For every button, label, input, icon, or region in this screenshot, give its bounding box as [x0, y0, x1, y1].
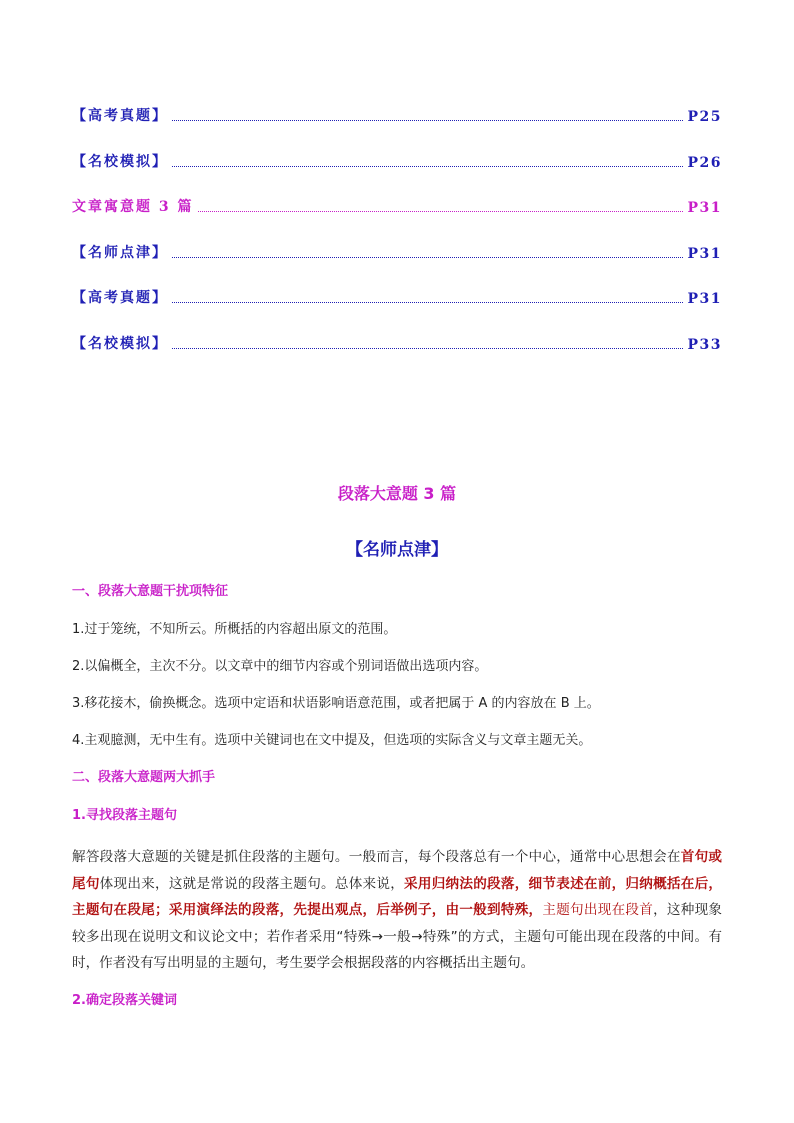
- toc-entry-label: 【名师点津】: [72, 244, 168, 261]
- toc-entry[interactable]: [72, 331, 722, 353]
- toc-entry-page: P31: [687, 291, 722, 308]
- toc-entry-label: 【名校模拟】: [72, 153, 168, 170]
- toc-entry-page: P31: [687, 245, 722, 262]
- toc-entry-label: 【高考真题】: [72, 290, 168, 307]
- toc-entry[interactable]: [72, 194, 722, 216]
- para-highlight: 主题句出现在段首: [542, 902, 654, 918]
- list-item: 1.过于笼统，不知所云。所概括的内容超出原文的范围。: [72, 622, 397, 637]
- toc-entry-page: P31: [687, 200, 722, 217]
- toc-entry-label: 【名校模拟】: [72, 335, 168, 352]
- toc-entry-page: P33: [687, 336, 722, 353]
- toc-entry[interactable]: [72, 103, 722, 125]
- toc-entry[interactable]: [72, 285, 722, 307]
- toc-entry[interactable]: [72, 149, 722, 171]
- section-title: 段落大意题 3 篇: [337, 484, 457, 503]
- para-highlight: 首句或尾句: [72, 849, 722, 892]
- toc-leader: [172, 165, 683, 167]
- list-item: 3.移花接木，偷换概念。选项中定语和状语影响语意范围，或者把属于 A 的内容放在 B 上。: [72, 696, 600, 711]
- toc-leader: [172, 301, 683, 303]
- sub-title: 【名师点津】: [346, 540, 448, 560]
- toc-entry[interactable]: [72, 240, 722, 262]
- para-text: 解答段落大意题的关键是抓住段落的主题句。一般而言，每个段落总有一个中心，通常中心思想会在: [72, 849, 681, 865]
- para-text: ，这种现象较多出现在说明文和议论文中；若作者采用“特殊→一般→特殊”的方式，主题句可能出现在段落的中间。有时，作者没有写出明显的主题句，考生要学会根据段落的内容概括出主题句。: [72, 902, 723, 971]
- para-highlight: 采用归纳法的段落，细节表述在前，归纳概括在后，主题句在段尾；采用演绎法的段落，先提出观点，后举例子，由一般到特殊，: [72, 875, 723, 918]
- toc-leader: [172, 256, 683, 258]
- toc-leader: [172, 347, 683, 349]
- table-of-contents: [72, 103, 722, 377]
- heading-keywords: 2.确定段落关键词: [72, 992, 177, 1008]
- list-item: 4.主观臆测，无中生有。选项中关键词也在文中提及，但选项的实际含义与文章主题无关。: [72, 733, 592, 748]
- heading-find-topic-sentence: 1.寻找段落主题句: [72, 808, 177, 823]
- toc-entry-label: 【高考真题】: [72, 108, 168, 124]
- toc-leader: [198, 210, 684, 212]
- toc-entry-page: P26: [687, 154, 722, 171]
- heading-distractor-features: 一、段落大意题干扰项特征: [72, 584, 229, 599]
- para-text: 体现出来，这就是常说的段落主题句。总体来说，: [99, 875, 405, 892]
- list-item: 2.以偏概全，主次不分。以文章中的细节内容或个别词语做出选项内容。: [72, 659, 488, 674]
- main-content: [72, 582, 722, 1029]
- heading-two-keys: 二、段落大意题两大抓手: [72, 770, 216, 785]
- toc-entry-page: P25: [687, 109, 722, 125]
- toc-leader: [172, 119, 683, 121]
- toc-entry-label: 文章寓意题 3 篇: [72, 199, 194, 216]
- paragraph-topic-sentence: [72, 844, 722, 977]
